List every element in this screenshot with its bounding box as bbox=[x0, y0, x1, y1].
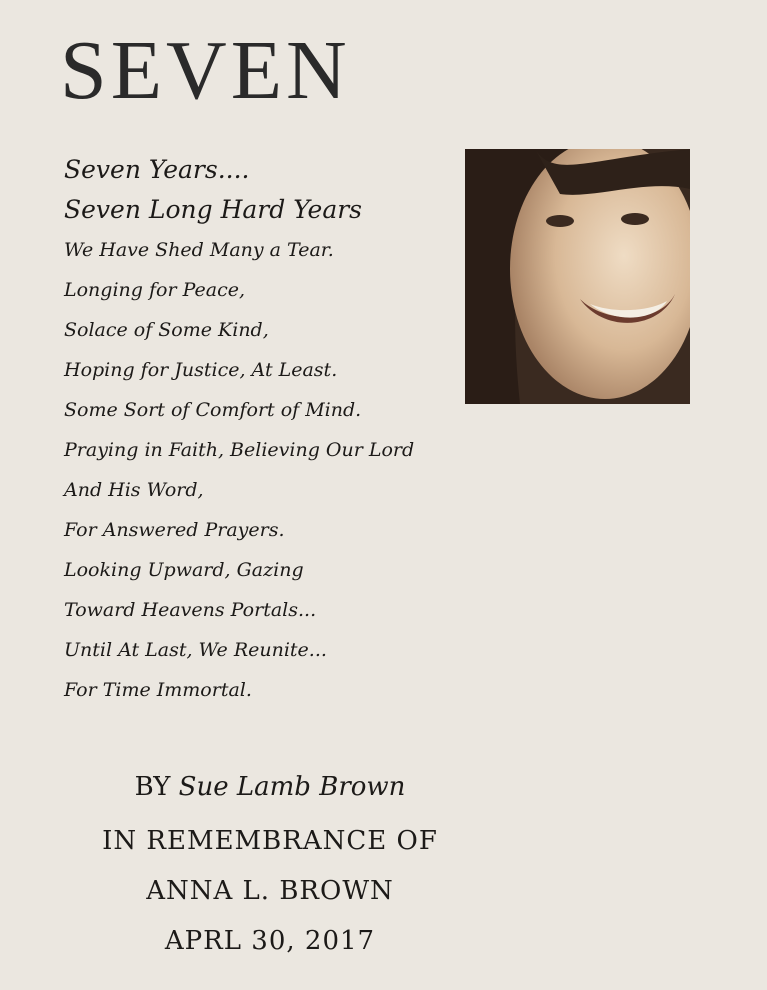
page-title: SEVEN bbox=[60, 24, 351, 117]
byline-prefix: BY bbox=[134, 772, 171, 802]
poem-line: Looking Upward, Gazing bbox=[64, 559, 304, 581]
poem-line: And His Word, bbox=[64, 479, 204, 501]
byline-author: Sue Lamb Brown bbox=[178, 772, 406, 802]
memorial-date: APRL 30, 2017 bbox=[164, 926, 376, 956]
memorial-line-2: ANNA L. BROWN bbox=[146, 876, 394, 906]
poem bbox=[64, 150, 414, 710]
memorial-line-1: IN REMEMBRANCE OF bbox=[102, 826, 438, 856]
poem-line: Hoping for Justice, At Least. bbox=[64, 359, 338, 381]
poem-line: For Time Immortal. bbox=[64, 679, 252, 701]
poem-line: Seven Long Hard Years bbox=[64, 195, 363, 224]
poem-line: Solace of Some Kind, bbox=[64, 319, 269, 341]
poem-line: Until At Last, We Reunite... bbox=[64, 639, 327, 661]
byline bbox=[0, 772, 540, 802]
poem-line: Toward Heavens Portals... bbox=[64, 599, 317, 621]
poem-line: For Answered Prayers. bbox=[64, 519, 285, 541]
poem-line: Seven Years.... bbox=[64, 155, 250, 184]
poem-line: Some Sort of Comfort of Mind. bbox=[64, 399, 362, 421]
poem-line: Longing for Peace, bbox=[64, 279, 245, 301]
portrait-photo bbox=[465, 149, 690, 404]
poem-line: We Have Shed Many a Tear. bbox=[64, 239, 334, 261]
poem-line: Praying in Faith, Believing Our Lord bbox=[64, 439, 415, 461]
